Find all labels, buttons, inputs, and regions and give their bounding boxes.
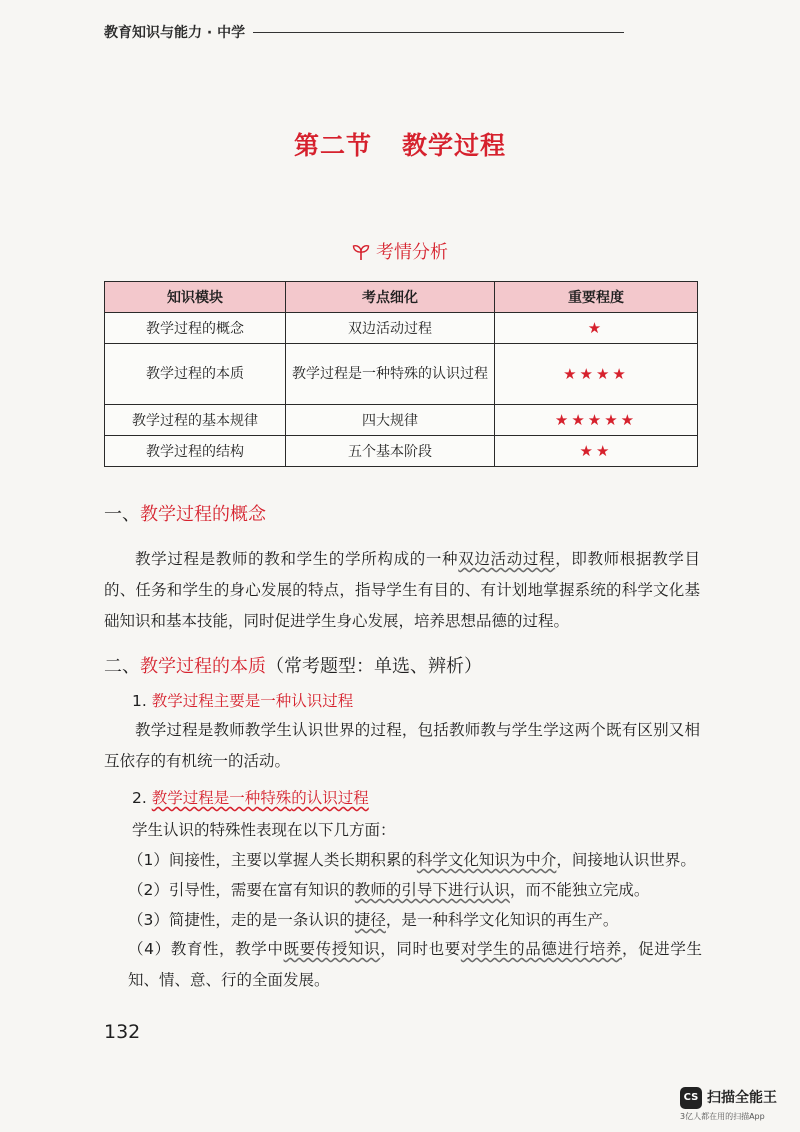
cell-module: 教学过程的本质 (105, 344, 286, 405)
running-header (104, 22, 624, 42)
table-row (105, 436, 698, 467)
table-row (105, 405, 698, 436)
cell-stars: ★★ (495, 436, 698, 467)
list-item: （3）简捷性，走的是一条认识的捷径，是一种科学文化知识的再生产。 (128, 911, 619, 929)
analysis-title: 考情分析 (376, 242, 448, 263)
intro-line: 学生认识的特殊性表现在以下几方面： (132, 821, 396, 839)
cell-module: 教学过程的概念 (105, 313, 286, 344)
section-title (0, 126, 800, 162)
cell-stars: ★★★★ (495, 344, 698, 405)
concept-paragraph: 教学过程是教师的教和学生的学所构成的一种双边活动过程，即教师根据教学目的、任务和学生的身心发展的特点，指导学生有目的、有计划地掌握系统的科学文化基础知识和基本技能，同时促进学生身心发展，培养思想品德的过程。 (104, 550, 700, 630)
table-row (105, 344, 698, 405)
cell-point: 五个基本阶段 (286, 436, 495, 467)
cell-module: 教学过程的结构 (105, 436, 286, 467)
scanner-watermark (680, 1083, 790, 1123)
sprout-icon (352, 243, 370, 261)
watermark-name: 扫描全能王 (707, 1090, 777, 1106)
header-module: 知识模块 (105, 282, 286, 313)
cell-point: 四大规律 (286, 405, 495, 436)
list-item: （2）引导性，需要在富有知识的教师的引导下进行认识，而不能独立完成。 (128, 881, 650, 899)
cell-stars: ★★★★★ (495, 405, 698, 436)
heading-essence (104, 652, 482, 678)
table-row (105, 313, 698, 344)
subheading-2: 2. 教学过程是一种特殊的认识过程 (132, 789, 369, 807)
watermark-tagline: 3亿人都在用的扫描App (680, 1112, 765, 1121)
cell-point: 双边活动过程 (286, 313, 495, 344)
key-term: 双边活动过程 (458, 550, 556, 568)
list-item: （1）间接性，主要以掌握人类长期积累的科学文化知识为中介，间接地认识世界。 (128, 851, 696, 869)
heading-number: 一、 (104, 504, 140, 525)
heading-note: （常考题型：单选、辨析） (266, 656, 482, 677)
heading-text: 教学过程的本质 (140, 656, 266, 677)
cell-module: 教学过程的基本规律 (105, 405, 286, 436)
page-number: 132 (104, 1021, 141, 1043)
header-title: 教育知识与能力 · 中学 (104, 25, 246, 41)
essence-paragraph: 教学过程是教师教学生认识世界的过程，包括教师教与学生学这两个既有区别又相互依存的有机统一的活动。 (104, 721, 700, 770)
analysis-heading (0, 238, 800, 264)
subheading-1: 1. 教学过程主要是一种认识过程 (132, 692, 354, 710)
header-point: 考点细化 (286, 282, 495, 313)
list-item: （4）教育性，教学中既要传授知识，同时也要对学生的品德进行培养，促进学生知、情、意、行的全面发展。 (128, 940, 702, 989)
header-rule (253, 32, 624, 33)
exam-analysis-table (104, 281, 698, 467)
cell-point: 教学过程是一种特殊的认识过程 (286, 344, 495, 405)
section-number: 第二节 (293, 131, 372, 160)
section-name: 教学过程 (402, 131, 507, 160)
header-importance: 重要程度 (495, 282, 698, 313)
table-header-row (105, 282, 698, 313)
heading-text: 教学过程的概念 (140, 504, 266, 525)
camscanner-logo: CS (680, 1087, 702, 1109)
heading-number: 二、 (104, 656, 140, 677)
heading-concept (104, 500, 266, 526)
cell-stars: ★ (495, 313, 698, 344)
